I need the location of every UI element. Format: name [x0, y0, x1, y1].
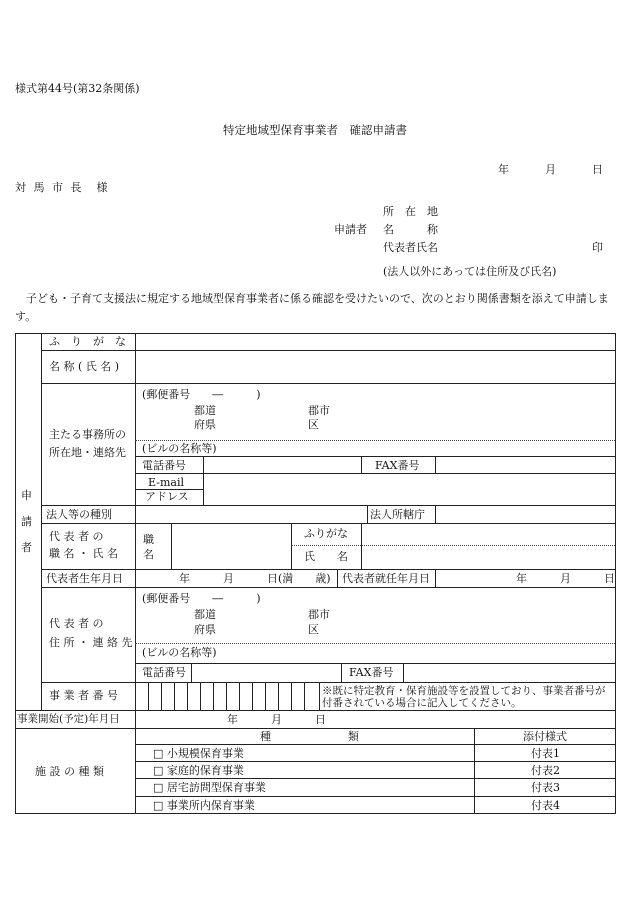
applicant-rep-label: 代表者氏名 — [383, 241, 438, 254]
office-fax-label: FAX番号 — [375, 459, 420, 472]
rep-gunshi: 郡市 — [308, 608, 330, 621]
rep-address-label-2: 住 所 ・ 連 絡 先 — [49, 636, 133, 649]
attach-header: 添付様式 — [523, 730, 567, 743]
office-email-label-2: アドレス — [145, 490, 189, 503]
date-year: 年 — [498, 163, 509, 176]
office-label-1: 主たる事務所の — [49, 428, 126, 441]
rep-fuken: 府県 — [194, 623, 216, 636]
corp-office-label: 法人所轄庁 — [370, 508, 425, 521]
facility-option[interactable]: □ 小規模保育事業 — [153, 747, 244, 760]
form-number: 様式第44号(第32条関係) — [15, 82, 140, 95]
rep-furigana-label: ふりがな — [304, 527, 348, 540]
rep-ku: 区 — [308, 623, 319, 636]
post-label-1: 職 — [143, 533, 154, 546]
facility-type-label: 施 設 の 種 類 — [35, 765, 104, 778]
post-label-2: 名 — [143, 548, 154, 561]
office-phone-label: 電話番号 — [142, 459, 186, 472]
side-char-3: 者 — [21, 541, 32, 554]
addressee: 対 馬 市 長 様 — [15, 181, 110, 194]
birth-label: 代表者生年月日 — [46, 572, 123, 585]
birth-value: 年 月 日(満 歳) — [179, 572, 331, 585]
name-label: 名 称 ( 氏 名 ) — [49, 360, 120, 373]
facility-attach: 付表3 — [531, 781, 560, 794]
rep-address-label-1: 代 表 者 の — [49, 617, 104, 630]
kind-header: 種 類 — [260, 730, 359, 743]
office-postal: (郵便番号 ― ) — [142, 388, 261, 401]
rep-label-1: 代 表 者 の — [49, 530, 104, 543]
office-todo: 都道 — [194, 404, 216, 417]
office-ku: 区 — [308, 418, 319, 431]
document-title: 特定地域型保育事業者 確認申請書 — [223, 123, 407, 137]
side-char-1: 申 — [21, 489, 32, 502]
rep-name-label: 氏 名 — [304, 550, 348, 563]
office-label-2: 所在地・連絡先 — [49, 446, 126, 459]
application-table — [15, 333, 616, 814]
rep-postal: (郵便番号 ― ) — [142, 592, 261, 605]
date-day: 日 — [592, 163, 603, 176]
applicant-address-label: 所 在 地 — [383, 205, 438, 218]
office-fuken: 府県 — [194, 418, 216, 431]
seal-mark: 印 — [592, 241, 603, 254]
business-number-label: 事 業 者 番 号 — [49, 689, 118, 702]
intro-text: 子ども・子育て支援法に規定する地域型保育事業者に係る確認を受けたいので、次のとおり関係書類を添えて申請します。 — [15, 292, 609, 323]
side-char-2: 請 — [21, 515, 32, 528]
rep-phone-label: 電話番号 — [142, 666, 186, 679]
furigana-label: ふ り が な — [49, 335, 126, 348]
rep-label-2: 職 名 ・ 氏 名 — [49, 547, 118, 560]
facility-option[interactable]: □ 居宅訪問型保育事業 — [153, 781, 266, 794]
facility-option[interactable]: □ 事業所内保育事業 — [153, 799, 255, 812]
rep-fax-label: FAX番号 — [349, 666, 394, 679]
applicant-note: (法人以外にあっては住所及び氏名) — [383, 265, 557, 278]
office-email-label-1: E-mail — [148, 476, 184, 489]
office-gunshi: 郡市 — [308, 404, 330, 417]
start-date-label: 事業開始(予定)年月日 — [17, 713, 120, 725]
corp-type-label: 法人等の種別 — [46, 508, 112, 521]
start-date-value: 年 月 日 — [227, 713, 326, 726]
facility-attach: 付表2 — [531, 764, 560, 777]
business-number-note: ※既に特定教育・保育施設等を設置しており、事業者番号が付番されている場合に記入してください。 — [322, 685, 606, 709]
inauguration-value: 年 月 日 — [516, 572, 615, 585]
facility-attach: 付表1 — [531, 747, 560, 760]
rep-building: (ビルの名称等) — [142, 646, 217, 659]
facility-attach: 付表4 — [531, 799, 560, 812]
inauguration-label: 代表者就任年月日 — [342, 572, 430, 585]
office-building: (ビルの名称等) — [142, 442, 217, 455]
facility-option[interactable]: □ 家庭的保育事業 — [153, 764, 244, 777]
date-month: 月 — [545, 163, 556, 176]
applicant-name-label: 名 称 — [383, 223, 438, 236]
applicant-label: 申請者 — [334, 223, 367, 236]
rep-todo: 都道 — [194, 608, 216, 621]
